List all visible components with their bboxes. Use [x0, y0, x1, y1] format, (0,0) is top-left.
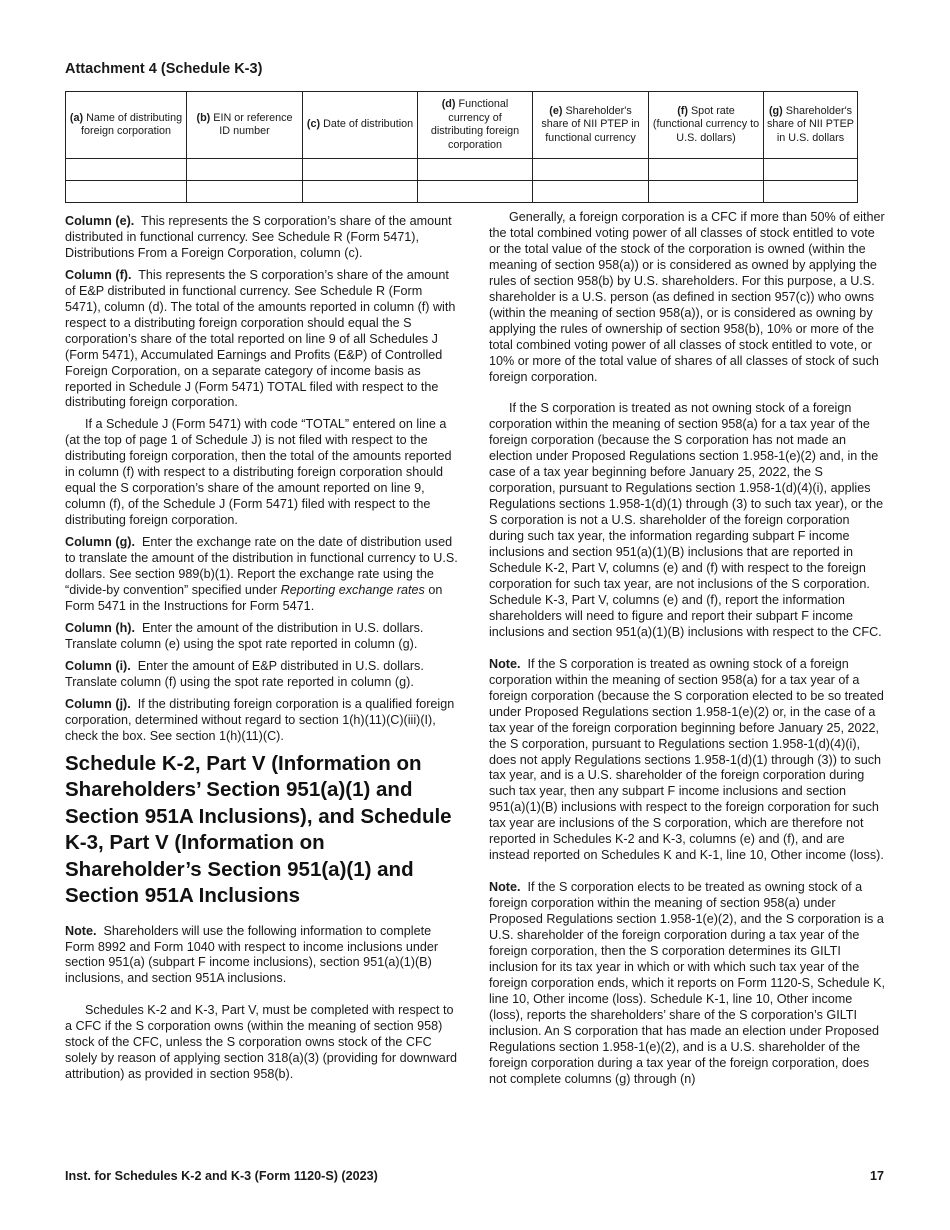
attachment-4-table	[65, 91, 858, 203]
column-f-paragraph: Column (f). This represents the S corporation’s share of the amount of E&P distributed in functional currency. See Schedule R (Form 5471), column (d). The total of the amounts reported in column (f) with respect to a distributing foreign corporation should equal the S corporation’s share of the total reported on line 9 of all Schedules J (Form 5471), Accumulated Earnings and Profits (E&P) of Controlled Foreign Corporation, on a separate category of income basis as reported in Schedule J (Form 5471) TOTAL filed with respect to the distributing foreign corporation.	[65, 267, 456, 410]
column-header-b: (b) EIN or reference ID number	[187, 92, 303, 159]
table-cell	[66, 159, 187, 181]
table-cell	[764, 159, 858, 181]
column-i-paragraph: Column (i). Enter the amount of E&P distributed in U.S. dollars. Translate column (f) using the spot rate reported in column (g).	[65, 658, 424, 689]
table-cell	[649, 159, 764, 181]
table-row	[66, 159, 858, 181]
table-cell	[533, 159, 649, 181]
table-cell	[418, 181, 533, 203]
page-number: 17	[870, 1169, 885, 1183]
table-cell	[303, 159, 418, 181]
right-column	[489, 210, 885, 1094]
column-header-g: (g) Shareholder's share of NII PTEP in U.S. dollars	[764, 92, 858, 159]
cfc-definition-paragraph: Generally, a foreign corporation is a CFC if more than 50% of either the total combined voting power of all classes of stock entitled to vote or the total value of the stock of the corporation is owned (within the meaning of section 958(a)) or is considered as owned by applying the rules of section 958(b) by U.S. shareholders. For this purpose, a U.S. shareholder is a U.S. person (as defined in section 957(c)) who owns (within the meaning of section 958(a)), or is considered as owning by applying the rules of ownership of section 958(b), 10% or more of the total combined voting power of all classes of stock entitled to vote, or 10% or more of the total value of shares of all classes of stock of such foreign corporation.	[489, 210, 885, 384]
not-owning-stock-paragraph: If the S corporation is treated as not owning stock of a foreign corporation within the meaning of section 958(a) for a tax year of the foreign corporation (because the S corporation has not made an election under Proposed Regulations section 1.958-1(e)(2) and, in the case of a tax year beginning before January 25, 2022, the S corporation, pursuant to Regulations section 1.958-1(d)(4)(i), applies Regulations sections 1.958-1(d)(1) through (3) to such tax year), or the S corporation is not a U.S. shareholder of the foreign corporation during such tax year, the information regarding subpart F income inclusions and section 951(a)(1)(B) inclusions that are reported in Schedule K-2, Part V, columns (e) and (f) with respect to the foreign corporation for such tax year, are not inclusions of the S corporation. Schedule K-3, Part V, columns (e) and (f), report the information shareholders will need to figure and report their subpart F income inclusions and section 951(a)(1)(B) inclusions with respect to the CFC.	[489, 401, 884, 639]
column-header-d: (d) Functional currency of distributing foreign corporation	[418, 92, 533, 159]
column-e-paragraph: Column (e). This represents the S corporation’s share of the amount distributed in functional currency. See Schedule R (Form 5471), Distributions From a Foreign Corporation, column (c).	[65, 214, 452, 260]
column-h-paragraph: Column (h). Enter the amount of the distribution in U.S. dollars. Translate column (e) using the spot rate reported in column (g).	[65, 620, 424, 651]
table-cell	[187, 159, 303, 181]
table-cell	[187, 181, 303, 203]
column-header-e: (e) Shareholder's share of NII PTEP in functional currency	[533, 92, 649, 159]
column-g-paragraph: Column (g). Enter the exchange rate on the date of distribution used to translate the amount of the distribution in functional currency to U.S. dollars. See section 989(b)(1). Report the exchange rate using the “divide-by convention” specified under Reporting exchange rates on Form 5471 in the Instructions for Form 5471.	[65, 535, 458, 613]
column-header-a: (a) Name of distributing foreign corporation	[66, 92, 187, 159]
schedules-paragraph: Schedules K-2 and K-3, Part V, must be completed with respect to a CFC if the S corporation owns (within the meaning of section 958) stock of the CFC, unless the S corporation owns stock of the CFC solely by reason of applying section 318(a)(3) (providing for downward attribution) as provided in section 958(b).	[65, 1003, 458, 1082]
column-j-paragraph: Column (j). If the distributing foreign corporation is a qualified foreign corporation, determined without regard to section 1(h)(11)(C)(iii)(I), check the box. See section 1(h)(11)(C).	[65, 696, 455, 743]
attachment-title: Attachment 4 (Schedule K-3)	[65, 61, 263, 77]
table-cell	[66, 181, 187, 203]
table-row	[66, 181, 858, 203]
table-cell	[533, 181, 649, 203]
table-cell	[649, 181, 764, 203]
note-paragraph: Note. Shareholders will use the following information to complete Form 8992 and Form 1040 with respect to income inclusions under section 951(a) (subpart F income inclusions), section 951(a)(1)(B) inclusions, and section 951A inclusions.	[65, 923, 439, 986]
left-column	[65, 214, 459, 1089]
column-header-f: (f) Spot rate (functional currency to U.S. dollars)	[649, 92, 764, 159]
section-heading: Schedule K-2, Part V (Information on Shareholders’ Section 951(a)(1) and Section 951A Inclusions), and Schedule K-3, Part V (Information on Shareholder’s Section 951(a)(1) and Section 951A Inclusions	[65, 751, 452, 908]
column-header-c: (c) Date of distribution	[303, 92, 418, 159]
column-f-paragraph-2: If a Schedule J (Form 5471) with code “TOTAL” entered on line a (at the top of page 1 of Schedule J) is not filed with respect to the distributing foreign corporation, then the total of the amounts reported in column (f) with respect to a distributing foreign corporation should equal the S corporation’s share of the amount reported on line 9, column (f), of the Schedule J (Form 5471) filed with respect to the distributing foreign corporation.	[65, 417, 452, 528]
table-cell	[303, 181, 418, 203]
footer-title: Inst. for Schedules K-2 and K-3 (Form 1120-S) (2023)	[65, 1169, 378, 1183]
table-header-row	[66, 92, 858, 159]
table-cell	[764, 181, 858, 203]
note-owning-stock-paragraph: Note. If the S corporation is treated as owning stock of a foreign corporation within the meaning of section 958(a) for a tax year of a foreign corporation (because the S corporation elected to be so treated under Proposed Regulations section 1.958-1(e)(2) or, in the case of a tax year of the foreign corporation beginning before January 25, 2022, the S corporation, pursuant to Regulations section 1.958-1(d)(4)(i), does not apply Regulations sections 1.958-1(d)(1) through (3)) to such tax year, and is a U.S. shareholder of the foreign corporation during such tax year, then any subpart F income inclusions and section 951(a)(1)(B) inclusions with respect to the foreign corporation for such tax year are inclusions of the S corporation, which are therefore not reported in Schedules K-2 and K-3, columns (e) and (f), and are instead reported on Schedules K and K-1, line 10, Other income (loss).	[489, 656, 884, 863]
table-cell	[418, 159, 533, 181]
note-election-paragraph: Note. If the S corporation elects to be treated as owning stock of a foreign corporation within the meaning of section 958(a) under Proposed Regulations section 1.958-1(e)(2), and the S corporation is a U.S. shareholder of the foreign corporation during a tax year of the foreign corporation, then the S corporation determines its GILTI inclusion for its tax year in which or with which such tax year of the foreign corporation ends, which it reports on Form 1120-S, Schedule K, line 10, Other income (loss). Schedule K-1, line 10, Other income (loss), reports the shareholders’ share of the S corporation’s GILTI inclusion. An S corporation that has made an election under Proposed Regulations section 1.958-1(e)(2), and is a U.S. shareholder of the foreign corporation during a tax year of the foreign corporation, does not complete columns (g) through (n)	[489, 880, 885, 1086]
